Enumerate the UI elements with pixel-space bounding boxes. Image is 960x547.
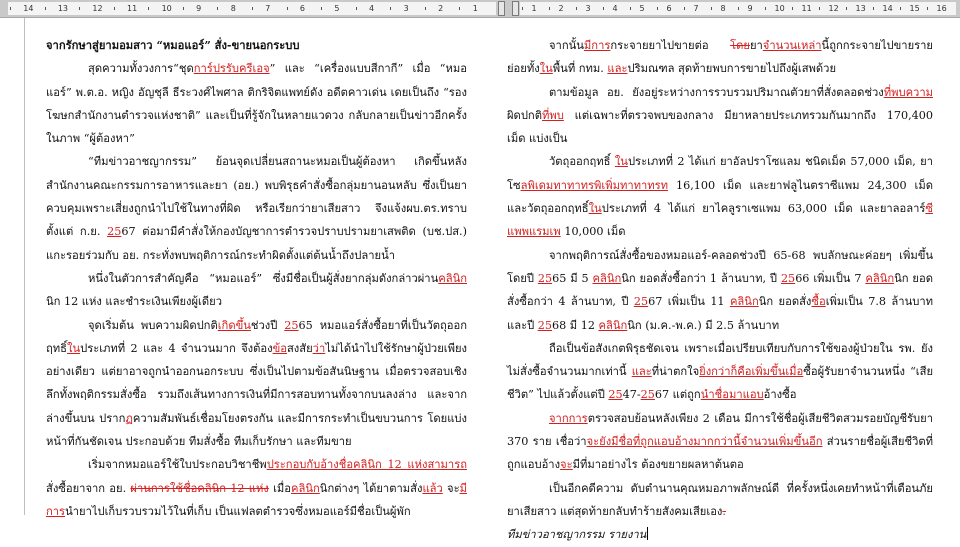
- text-run: 65 มี 5: [552, 271, 593, 285]
- text-run: ส่วนรายชื่อผู้เสียชีวิตที่ถูกแอบอ้าง: [507, 435, 933, 472]
- tracked-insertion: จำนวนเหล่า: [762, 39, 822, 52]
- text-run: ซื้อผู้รับยาจำนวนหนึ่ง “เสียชีวิต” ไปแล้วตั้งแต่ปี: [507, 365, 934, 402]
- tracked-deletion: ผ่านการใช้ชื่อคลินิก 12 แห่ง: [130, 481, 269, 495]
- right-tick-label: 4: [612, 4, 618, 13]
- text-run: 65 หมอแอร์สั่งซื้อยาที่เป็นวัตถุออกฤทธิ์: [46, 318, 468, 355]
- text-run: ตามข้อมูล อย. ยังอยู่ระหว่างการรวบรวมปริมาณตัวยาที่สั่งตลอดช่วง: [549, 85, 884, 99]
- text-run: 16,100 เม็ด และยาฟลูไนตราซีแพม 24,300 เม็ด และวัตถุออกฤทธิ์: [507, 178, 933, 216]
- right-tick-label: 13: [855, 4, 866, 13]
- ruler-minor-tick: [630, 7, 631, 10]
- tracked-insertion: จากการ: [549, 411, 588, 425]
- right-tick-label: 7: [693, 4, 699, 13]
- tracked-insertion: ฏ: [125, 411, 133, 425]
- text-run: มีที่มาอย่างไร ต้องขยายผลหาต้นตอ: [572, 458, 744, 472]
- text-run: เป็นอีกคดีความ ดับตำนานคุณหมอภาพลักษณ์ดี ที่ครั้งหนึ่งเคยทำหน้าที่เตือนภัยยาเสียสาว แต่สุดท้ายกลับทำร้ายสังคมเสียเอง: [507, 481, 933, 518]
- tracked-insertion: 25: [537, 271, 553, 285]
- ruler-minor-tick: [183, 7, 184, 10]
- tracked-insertion: ยิ่งกว่าก็คือเพิ่มขึ้นเมื่อ: [699, 365, 804, 379]
- right-tick-label: 14: [882, 4, 893, 13]
- text-run: จากพฤติการณ์สั่งซื้อของหมอแอร์-คลอดช่วงปี 65-68 พบลักษณะค่อยๆ เพิ่มขึ้น โดยปี: [507, 248, 933, 285]
- ruler-minor-tick: [45, 7, 46, 10]
- text-run: หนึ่งในตัวการสำคัญคือ “หมอแอร์” ซึ่งมีชื่อเป็นผู้สั่งยากลุ่มดังกล่าวผ่าน: [88, 271, 439, 285]
- left-tick-label: 9: [196, 4, 202, 13]
- ruler-minor-tick: [738, 7, 739, 10]
- right-tick-label: 2: [558, 4, 564, 13]
- left-tick-label: 12: [92, 4, 103, 13]
- ruler-minor-tick: [603, 7, 604, 10]
- ruler-minor-tick: [390, 7, 391, 10]
- byline[interactable]: [507, 523, 933, 546]
- tracked-insertion: นำชื่อมาแอบ: [700, 388, 764, 402]
- text-run: นิก ยอดสั่งซื้อกว่า 4 ล้านบาท, ปี: [507, 271, 933, 309]
- text-run: ประเภทที่ 2 และ 4 จำนวนมาก จึงต้อง: [80, 341, 273, 355]
- left-tick-label: 5: [334, 4, 340, 13]
- text-run: 10,000 เม็ด: [560, 225, 626, 239]
- text-run: เพิ่มเป็น 7.8 ล้านบาท และปี: [507, 295, 933, 332]
- ruler-minor-tick: [287, 7, 288, 10]
- text-run: 67 แต่ถูก: [654, 388, 701, 402]
- paragraph[interactable]: [507, 34, 933, 81]
- text-run: ประเภทที่ 4 ได้แก่ ยาไคลูราเซแพม 63,000 เม็ด และยาลอลาร์: [601, 202, 926, 216]
- text-run: เริ่มจากหมอแอร์ใช้ใบประกอบวิชาชีพ: [88, 458, 267, 472]
- paragraph[interactable]: [46, 150, 467, 266]
- text-run: นิก ยอดสั่ง: [758, 295, 812, 309]
- ruler-minor-tick: [765, 7, 766, 10]
- tracked-insertion: เกิดขึ้น: [217, 318, 251, 332]
- article-heading[interactable]: [46, 34, 467, 57]
- tracked-insertion: ที่พบความ: [883, 85, 933, 99]
- paragraph[interactable]: [46, 314, 467, 454]
- left-tick-label: 2: [438, 4, 444, 13]
- right-tick-label: 10: [774, 4, 785, 13]
- text-run: แต่เฉพาะที่ตรวจพบของกลาง มียาหลายประเภทรวมกันมากถึง 170,400 เม็ด แบ่งเป็น: [507, 108, 933, 146]
- paragraph[interactable]: [507, 150, 933, 243]
- text-run: จากรักษาสู่ยามอมสาว “หมอแอร์” สั่ง-ขายนอกระบบ: [46, 38, 300, 52]
- text-run: 68 มี 12: [551, 318, 599, 332]
- text-run: กระจายยาไปขายต่อ: [610, 39, 731, 52]
- page-margin-line: [24, 18, 25, 515]
- ruler-minor-tick: [356, 7, 357, 10]
- tracked-insertion: 25: [640, 388, 655, 402]
- ruler-minor-tick: [792, 7, 793, 10]
- paragraph[interactable]: [46, 267, 467, 314]
- paragraph[interactable]: [46, 57, 467, 150]
- tracked-deletion: โดย: [730, 39, 750, 52]
- text-run: ยา: [749, 39, 763, 52]
- text-run: นำยาไปเก็บรวบรวมไว้ในที่เก็บ เป็นแฟลตตำรวจซึ่งหมอแอร์มีชื่อเป็นผู้พัก: [65, 504, 411, 518]
- ruler-minor-tick: [576, 7, 577, 10]
- right-tick-label: 1: [531, 4, 537, 13]
- tracked-insertion: ว่า: [312, 341, 326, 355]
- right-tick-label: 3: [585, 4, 591, 13]
- ruler-minor-tick: [927, 7, 928, 10]
- text-run: ประเภทที่ 2 ได้แก่ ยาอัลปราโซแลม ชนิดเม็ด 57,000 เม็ด, ยาโซ: [507, 155, 933, 192]
- tracked-insertion: ชื่อที่ถูกแอบอ้างมากกว่านี้จำนวนเพิ่มขึ้นอีก: [618, 435, 823, 449]
- paragraph[interactable]: [507, 337, 933, 407]
- right-column[interactable]: [507, 34, 933, 547]
- left-tick-label: 4: [369, 4, 375, 13]
- text-run: ที่น่าตกใจ: [651, 365, 700, 379]
- tracked-insertion: แล้ว: [422, 481, 443, 495]
- tracked-insertion: และ: [631, 365, 652, 379]
- ruler-minor-tick: [148, 7, 149, 10]
- horizontal-ruler[interactable]: [0, 0, 960, 18]
- text-run: ความสัมพันธ์เชื่อมโยงตรงกัน และมีการกระทำเป็นขบวนการ โดยแบ่งหน้าที่กันชัดเจน ประกอบด้วย ทีมสั่งซื้อ ทีมเก็บรักษา และทีมขาย: [46, 411, 468, 449]
- ruler-minor-tick: [252, 7, 253, 10]
- ruler-indent-marker-right[interactable]: [512, 1, 519, 16]
- paragraph[interactable]: [46, 453, 467, 523]
- tracked-insertion: ซื้อ: [811, 295, 826, 309]
- ruler-minor-tick: [522, 7, 523, 10]
- ruler-indent-marker-left[interactable]: [498, 1, 505, 16]
- ruler-minor-tick: [10, 7, 11, 10]
- right-tick-label: 11: [801, 4, 812, 13]
- tracked-insertion: คลินิก: [291, 481, 320, 495]
- text-run: นิก (ม.ค.-พ.ค.) มี 2.5 ล้านบาท: [627, 318, 780, 332]
- left-tick-label: 3: [403, 4, 409, 13]
- text-run: ทีมข่าวอาชญากรรม รายงาน: [507, 528, 647, 542]
- text-run: ตรวจสอบย้อนหลังเพียง 2 เดือน มีการใช้ชื่อผู้เสียชีวิตสวมรอยบัญชีรับยา 370 ราย เชื่อว่า: [507, 411, 933, 449]
- tracked-insertion: ใน: [614, 155, 628, 169]
- tracked-insertion: คลินิก: [865, 271, 895, 285]
- tracked-deletion: .: [722, 504, 726, 518]
- ruler-minor-tick: [459, 7, 460, 10]
- text-run: ไม่ได้นำไปใช้รักษาผู้ป่วยเพียงอย่างเดียว แต่ยาอาจถูกนำออกนอกระบบ ซึ่งเป็นไปตามข้อสันนิษฐาน เมื่อตรวจสอบเชิงลึกทั้งพฤติกรรมสั่งซื้อ รวมถึงเส้นทางการเงินที่มีการสอบทานทั้งจากบนลงล่าง และจากล่างขึ้นบน ปราก: [46, 341, 467, 425]
- text-run: จากนั้น: [549, 39, 584, 52]
- text-run: “ชุด: [173, 62, 194, 76]
- text-run: อ้างซื้อ: [763, 388, 797, 402]
- text-run: 66 เพิ่มเป็น 7: [795, 271, 866, 285]
- tracked-insertion: 25: [107, 225, 122, 239]
- text-run: ” และ “เครื่องแบบสีกากี” เมื่อ “หมอแอร์” พ.ต.อ. หญิง อัญชุลี ธีระวงศ์ไพศาล ติกริจิตแพทย์ดัง อดีตคาวเด่น เดยเป็นถึง “รองโฆษกสำนักงานตำรวจแห่งชาติ” และเป็นที่รู้จักในหลายแวดวง กลับกลายเป็นข่าวอีกครั้งในภาพ “ผู้ต้องหา”: [46, 62, 467, 146]
- tracked-insertion: ประกอบกับอ้างชื่อคลินิก 12 แห่งสามารถ: [266, 458, 467, 472]
- text-run: ปริมณฑล สุดท้ายพบการขายไปถึงผู้เสพด้วย: [627, 62, 837, 76]
- ruler-minor-tick: [321, 7, 322, 10]
- ruler-minor-tick: [425, 7, 426, 10]
- tracked-insertion: 25: [633, 295, 649, 309]
- text-run: วัตถุออกฤทธิ์: [549, 155, 615, 169]
- text-cursor: [647, 527, 648, 540]
- text-run: 67 ต่อมามีคำสั่งให้กองบัญชาการตำรวจปราบปรามยาเสพติด (บช.ปส.) แกะรอยร่วมกับ อย. กระทั่งพบพฤติการณ์กระทำผิดตั้งแต่ต้นน้ำถึงปลายน้ำ: [46, 225, 467, 262]
- tracked-insertion: จะ: [560, 458, 573, 472]
- tracked-insertion: คลินิก: [438, 271, 467, 285]
- right-tick-label: 12: [828, 4, 839, 13]
- right-tick-label: 16: [936, 4, 947, 13]
- left-tick-label: 7: [265, 4, 271, 13]
- right-tick-label: 6: [666, 4, 672, 13]
- text-run: นิกต่างๆ ได้ยาตามสั่ง: [319, 481, 423, 495]
- ruler-minor-tick: [900, 7, 901, 10]
- tracked-insertion: ลพิเดมทาทาทรพิเพิ่มทาทาทรท: [520, 178, 669, 192]
- right-tick-label: 15: [909, 4, 920, 13]
- text-run: นิก 12 แห่ง และชำระเงินเพียงผู้เดียว: [46, 295, 222, 309]
- right-tick-label: 9: [747, 4, 753, 13]
- ruler-minor-tick: [657, 7, 658, 10]
- tracked-insertion: และ: [607, 62, 628, 76]
- text-run: สุดความทั้งวงการ: [88, 62, 174, 76]
- tracked-insertion: 25: [537, 318, 552, 332]
- ruler-minor-tick: [79, 7, 80, 10]
- tracked-insertion: 25: [780, 271, 796, 285]
- tracked-insertion: จะยังมี: [586, 435, 619, 449]
- right-tick-label: 8: [720, 4, 726, 13]
- paragraph[interactable]: [507, 81, 933, 151]
- tracked-insertion: 25: [284, 318, 299, 332]
- left-tick-label: 10: [161, 4, 172, 13]
- text-run: พื้นที่ กทม.: [552, 62, 608, 76]
- text-run: นิก ยอดสั่งซื้อกว่า 1 ล้านบาท, ปี: [621, 271, 781, 285]
- left-tick-label: 6: [299, 4, 305, 13]
- ruler-minor-tick: [711, 7, 712, 10]
- text-run: สงสัย: [286, 341, 313, 355]
- paragraph[interactable]: [507, 477, 933, 524]
- text-run: ผิดปกติ: [507, 108, 542, 122]
- text-run: 67 เพิ่มเป็น 11: [648, 295, 730, 309]
- tracked-insertion: ใน: [66, 341, 81, 355]
- tracked-insertion: คลินิก: [592, 271, 622, 285]
- ruler-minor-tick: [684, 7, 685, 10]
- tracked-insertion: ที่พบ: [541, 108, 564, 122]
- left-column[interactable]: [46, 34, 467, 523]
- text-run: นี้ถูกกระจายไปขายรายย่อยทั้ง: [507, 39, 933, 76]
- paragraph[interactable]: [507, 407, 933, 477]
- tracked-insertion: 25: [608, 388, 623, 402]
- text-run: สั่งซื้อยาจาก อย.: [46, 481, 131, 495]
- text-run: เมื่อ: [268, 481, 292, 495]
- ruler-minor-tick: [846, 7, 847, 10]
- ruler-minor-tick: [873, 7, 874, 10]
- tracked-insertion: ใน: [539, 62, 553, 76]
- paragraph[interactable]: [507, 244, 933, 337]
- ruler-minor-tick: [217, 7, 218, 10]
- ruler-minor-tick: [549, 7, 550, 10]
- tracked-insertion: คลินิก: [729, 295, 759, 309]
- left-tick-label: 11: [127, 4, 138, 13]
- text-run: จุดเริ่มต้น พบความผิดปกติ: [88, 318, 218, 332]
- left-tick-label: 1: [472, 4, 478, 13]
- text-run: 47-: [622, 388, 641, 402]
- tracked-insertion: คลินิก: [598, 318, 628, 332]
- tracked-insertion: ข้อ: [272, 341, 287, 355]
- text-run: ช่วงปี: [250, 318, 285, 332]
- ruler-minor-tick: [114, 7, 115, 10]
- left-tick-label: 14: [23, 4, 34, 13]
- text-run: “ทีมข่าวอาชญากรรม” ย้อนจุดเปลี่ยนสถานะหมอเป็นผู้ต้องหา เกิดขึ้นหลังสำนักงานคณะกรรมการอาหารและยา (อย.) พบพิรุธคำสั่งซื้อกลุ่มยานอนหลับ ซึ่งเป็นยาควบคุมเพราะเสี่ยงถูกนำไปใช้ในทางที่ผิด หรือเรียกว่ายาเสียสาว จึงแจ้งผบ.ตร.ทราบตั้งแต่ ก.ย.: [46, 155, 467, 239]
- left-tick-label: 13: [57, 4, 69, 13]
- tracked-insertion: ซีแพพแรมเพ: [507, 202, 933, 239]
- right-tick-label: 5: [639, 4, 645, 13]
- tracked-insertion: ใน: [588, 202, 602, 216]
- ruler-minor-tick: [819, 7, 820, 10]
- text-run: จะ: [442, 481, 460, 495]
- tracked-insertion: การ์ปรรับครีเอจ: [193, 62, 270, 76]
- text-run: ถือเป็นข้อสังเกตพิรุธชัดเจน เพราะเมื่อเปรียบเทียบกับการใช้ของผู้ป่วยใน รพ. ยังไม่สั่งซื้อจำนวนมากเท่านี้: [507, 341, 933, 379]
- tracked-insertion: มีการ: [583, 39, 611, 52]
- tracked-insertion: มีการ: [46, 481, 467, 518]
- left-tick-label: 8: [230, 4, 236, 13]
